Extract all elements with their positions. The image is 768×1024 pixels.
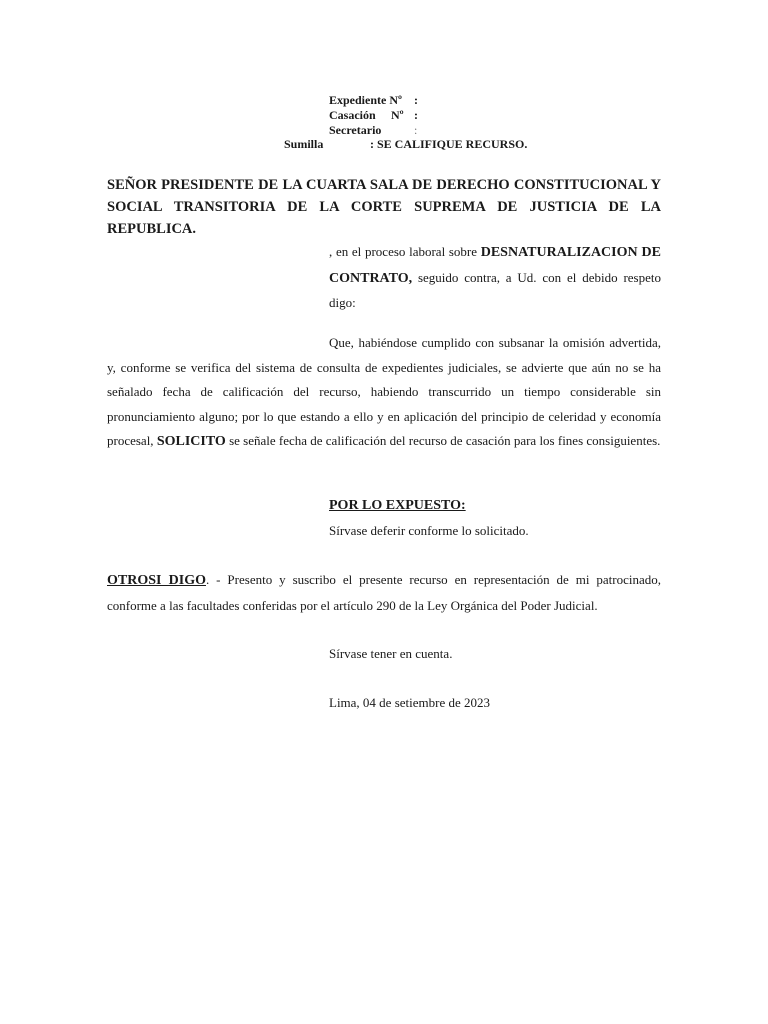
closing-text: Sírvase tener en cuenta. xyxy=(329,646,453,661)
por-lo-expuesto-text: Sírvase deferir conforme lo solicitado. xyxy=(329,523,529,538)
intro-text-a: , en el proceso laboral sobre xyxy=(329,244,481,259)
intro-bold: DESNATURALIZACION DE CONTRATO, xyxy=(329,245,662,286)
solicito-bold: SOLICITO xyxy=(156,434,226,449)
intro-paragraph xyxy=(329,240,661,316)
casacion-label: Casación xyxy=(329,108,376,122)
intro-text-b: seguido contra, a Ud. con el debido respeto digo: xyxy=(329,269,661,310)
expediente-colon: : xyxy=(414,93,418,107)
body-text-b: se señale fecha de calificación del recurso de casación para los fines consiguientes. xyxy=(225,433,661,448)
body-paragraph xyxy=(107,331,661,455)
place-date: Lima, 04 de setiembre de 2023 xyxy=(329,695,491,710)
addressee: SEÑOR PRESIDENTE DE LA CUARTA SALA DE DERECHO CONSTITUCIONAL Y SOCIAL TRANSITORIA DE LA CORTE SUPREMA DE JUSTICIA DE LA REPUBLICA. xyxy=(107,177,661,237)
secretario-colon: : xyxy=(414,123,418,137)
casacion-colon: : xyxy=(414,108,418,122)
otrosi-text: . - Presento y suscribo el presente recurso en representación de mi patrocinado, conforme a las facultades conferidas por el artículo 290 de la Ley Orgánica del Poder Judicial. xyxy=(107,572,661,613)
body-text-a: Que, habiéndose cumplido con subsanar la omisión advertida, y, conforme se verifica del sistema de consulta de expedientes judiciales, se advierte que aún no se ha señalado fecha de calificación del recurso, habiendo transcurrido un tiempo considerable sin pronunciamiento alguno; por lo que estando a ello y en aplicación del principio de celeridad y economía procesal, xyxy=(107,335,661,448)
secretario-label: Secretario xyxy=(329,123,382,137)
casacion-no: Nº xyxy=(391,108,404,122)
otrosi-label: OTROSI DIGO xyxy=(107,573,206,588)
sumilla-value: : SE CALIFIQUE RECURSO. xyxy=(370,137,528,151)
por-lo-expuesto-heading: POR LO EXPUESTO: xyxy=(329,498,466,513)
expediente-label: Expediente Nº xyxy=(329,93,402,107)
otrosi-paragraph xyxy=(107,568,661,618)
sumilla-label: Sumilla xyxy=(284,137,324,151)
